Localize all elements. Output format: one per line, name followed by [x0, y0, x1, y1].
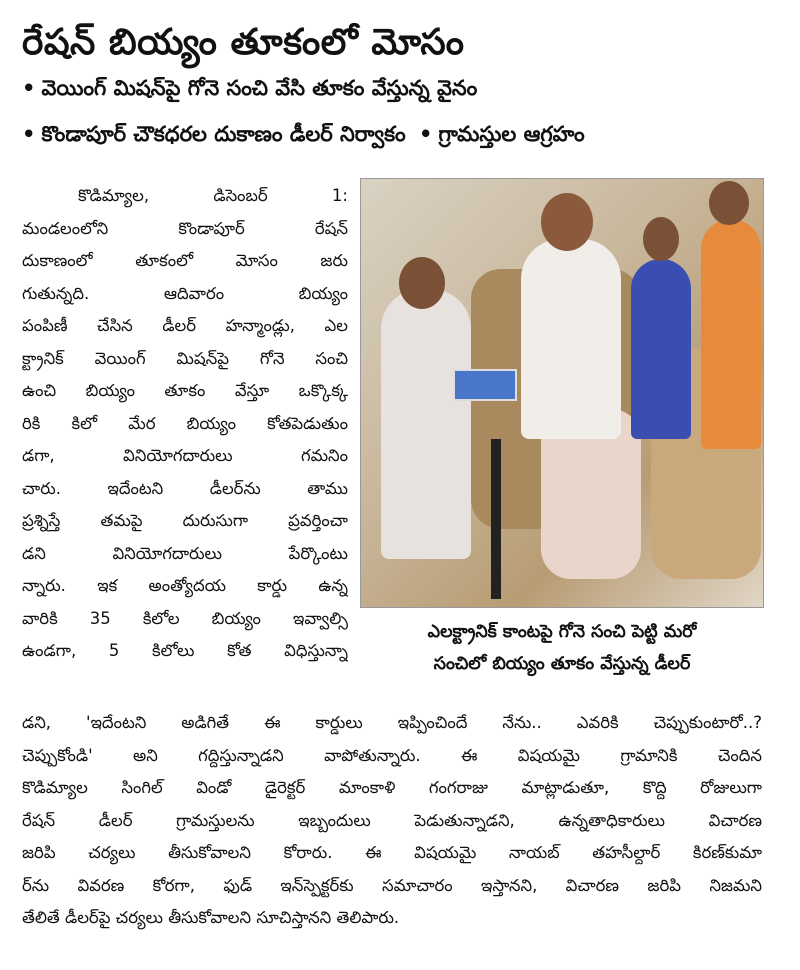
column-line: న్నారు. ఇక అంత్యోదయ కార్డు ఉన్న [22, 576, 348, 595]
column-line: దుకాణంలో తూకంలో మోసం జరు [22, 251, 348, 270]
person-head [709, 181, 749, 225]
column-line: ఉండగా, 5 కిలోలు కోత విధిస్తున్నా [22, 641, 348, 660]
column-line: క్ట్రానిక్ వెయింగ్ మిషన్‌పై గోనె సంచి [22, 348, 348, 368]
caption-line: ఎలక్ట్రానిక్ కాంటపై గోనె సంచి పెట్టి మరో [427, 622, 697, 642]
subhead-2 [22, 122, 585, 152]
column-line: రికి కిలో మేర బియ్యం కోతపెడుతుం [22, 413, 348, 433]
news-photo [360, 178, 764, 608]
bullet: • [22, 122, 36, 146]
bullet: • [22, 76, 36, 100]
body-line: చెప్పుకోండి' అని గద్దిస్తున్నాడని వాపోతున్నారు. ఈ విషయమై గ్రామానికి చెందిన [22, 745, 762, 765]
weighing-scale-display [453, 369, 517, 401]
body-line: తేలితే డీలర్‌పై చర్యలు తీసుకోవాలని సూచిస్తానని తెలిపారు. [22, 908, 400, 927]
weighing-scale-stand [491, 439, 501, 599]
article-column [22, 180, 348, 668]
photo-caption [362, 616, 762, 680]
caption-line: సంచిలో బియ్యం తూకం వేస్తున్న డీలర్ [433, 654, 691, 674]
person-head [643, 217, 679, 261]
body-line: కొడిమ్యాల సింగిల్ విండో డైరెక్టర్ మాంకాళి గంగరాజు మాట్లాడుతూ, కొద్ది రోజులుగా [22, 778, 762, 797]
column-line: కొడిమ్యాల, డిసెంబర్ 1: [78, 186, 348, 205]
subhead-text: కొండాపూర్ చౌకధరల దుకాణం డీలర్ నిర్వాకం [41, 122, 406, 146]
column-line: పంపిణీ చేసిన డీలర్ హన్మాండ్లు, ఎల [22, 316, 348, 335]
subhead-text: వెయింగ్ మిషన్‌పై గోనె సంచి వేసి తూకం వేస్తున్న వైనం [41, 76, 478, 100]
subhead-text: గ్రామస్తుల ఆగ్రహం [438, 122, 585, 146]
person [381, 289, 471, 559]
bullet: • [419, 122, 433, 146]
person [631, 259, 691, 439]
column-line: ఉంచి బియ్యం తూకం వేస్తూ ఒక్కొక్క [22, 381, 348, 400]
column-line: చారు. ఇదేంటని డీలర్‌ను తాము [22, 478, 348, 498]
person [701, 219, 761, 449]
body-line: జరిపి చర్యలు తీసుకోవాలని కోరారు. ఈ విషయమై నాయబ్ తహసీల్దార్ కిరణ్‌కుమా [22, 843, 762, 862]
body-line: రేషన్ డీలర్ గ్రామస్తులను ఇబ్బందులు పెడుతున్నాడని, ఉన్నతాధికారులు విచారణ [22, 810, 762, 830]
column-line: వారికి 35 కిలోల బియ్యం ఇవ్వాల్సి [22, 608, 348, 628]
body-line: డని, 'ఇదేంటని అడిగితే ఈ కార్డులు ఇప్పించిందే నేను.. ఎవరికి చెప్పుకుంటారో..? [22, 713, 762, 732]
headline: రేషన్ బియ్యం తూకంలో మోసం [22, 22, 465, 63]
subhead-1 [22, 76, 477, 106]
person-head [399, 257, 445, 309]
column-line: ప్రశ్నిస్తే తమపై దురుసుగా ప్రవర్తించా [22, 511, 348, 530]
column-line: మండలంలోని కొండాపూర్ రేషన్ [22, 218, 348, 238]
body-line: ర్‌ను వివరణ కోరగా, ఫుడ్ ఇన్‌స్పెక్టర్‌కు సమాచారం ఇస్తానని, విచారణ జరిపి నిజమని [22, 875, 762, 895]
person [521, 239, 621, 439]
column-line: డగా, వినియోగదారులు గమనిం [22, 446, 348, 465]
column-line: గుతున్నది. ఆదివారం బియ్యం [22, 283, 348, 303]
column-line: డని వినియోగదారులు పేర్కొంటు [22, 543, 348, 563]
person-head [541, 193, 593, 251]
article-continuation [22, 707, 762, 935]
